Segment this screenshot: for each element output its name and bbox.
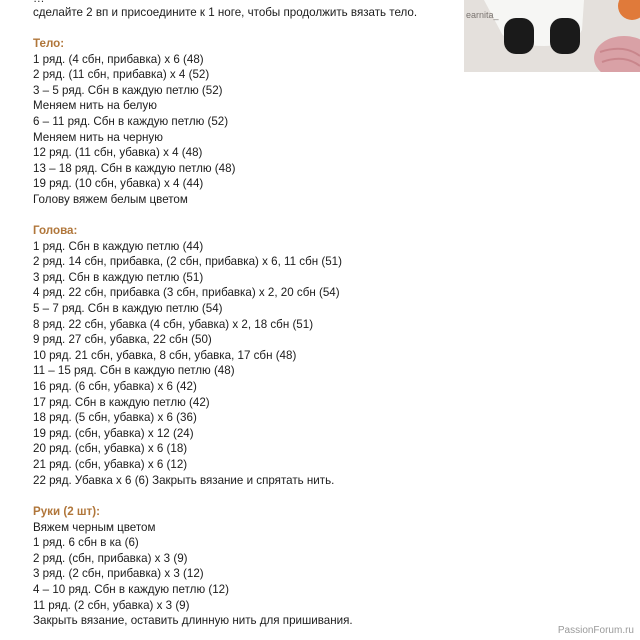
body-rows (33, 52, 235, 208)
section-arms (33, 504, 353, 629)
intro-text: сделайте 2 вп и присоедините к 1 ноге, чтобы продолжить вязать тело. (33, 6, 418, 19)
list-item: 17 ряд. Сбн в каждую петлю (42) (33, 395, 210, 409)
list-item: 16 ряд. (6 сбн, убавка) х 6 (42) (33, 379, 197, 393)
arms-rows (33, 520, 353, 629)
list-item: 8 ряд. 22 сбн, убавка (4 сбн, убавка) х 2, 18 сбн (51) (33, 317, 314, 331)
list-item: 11 ряд. (2 сбн, убавка) х 3 (9) (33, 598, 190, 612)
section-title: Тело: (33, 37, 65, 50)
list-item: 3 ряд. Сбн в каждую петлю (51) (33, 270, 204, 284)
list-item: 20 ряд. (сбн, убавка) х 6 (18) (33, 442, 188, 456)
photo (464, 0, 640, 72)
list-item: Голову вяжем белым цветом (33, 192, 188, 206)
list-item: 2 ряд. (11 сбн, прибавка) х 4 (52) (33, 68, 210, 82)
list-item: 19 ряд. (10 сбн, убавка) х 4 (44) (33, 177, 204, 191)
list-item: 2 ряд. 14 сбн, прибавка, (2 сбн, прибавка) х 6, 11 сбн (51) (33, 255, 342, 269)
list-item: 1 ряд. 6 сбн в ка (6) (33, 536, 139, 550)
list-item: Меняем нить на черную (33, 130, 163, 144)
section-head (33, 223, 342, 488)
list-item: 4 ряд. 22 сбн, прибавка (3 сбн, прибавка) х 2, 20 сбн (54) (33, 286, 340, 300)
list-item: 1 ряд. Сбн в каждую петлю (44) (33, 239, 204, 253)
list-item: 5 – 7 ряд. Сбн в каждую петлю (54) (33, 301, 223, 315)
list-item: 10 ряд. 21 сбн, убавка, 8 сбн, убавка, 17 сбн (48) (33, 348, 297, 362)
list-item: Меняем нить на белую (33, 99, 157, 113)
list-item: 1 ряд. (4 сбн, прибавка) х 6 (48) (33, 52, 204, 66)
photo-handle: earnita_ (466, 10, 499, 20)
list-item: Закрыть вязание, оставить длинную нить для пришивания. (33, 614, 353, 628)
list-item: 22 ряд. Убавка х 6 (6) Закрыть вязание и спрятать нить. (33, 473, 335, 487)
list-item: 19 ряд. (сбн, убавка) х 12 (24) (33, 426, 194, 440)
list-item: 18 ряд. (5 сбн, убавка) х 6 (36) (33, 411, 197, 425)
list-item: 6 – 11 ряд. Сбн в каждую петлю (52) (33, 114, 229, 128)
list-item: 2 ряд. (сбн, прибавка) х 3 (9) (33, 551, 188, 565)
list-item: 12 ряд. (11 сбн, убавка) х 4 (48) (33, 146, 203, 160)
section-body (33, 36, 235, 208)
list-item: 11 – 15 ряд. Сбн в каждую петлю (48) (33, 364, 235, 378)
section-title: Руки (2 шт): (33, 505, 100, 518)
list-item: 3 – 5 ряд. Сбн в каждую петлю (52) (33, 83, 223, 97)
list-item: 3 ряд. (2 сбн, прибавка) х 3 (12) (33, 567, 204, 581)
list-item: 9 ряд. 27 сбн, убавка, 22 сбн (50) (33, 333, 212, 347)
list-item: Вяжем черным цветом (33, 520, 156, 534)
list-item: 21 ряд. (сбн, убавка) х 6 (12) (33, 457, 188, 471)
watermark: PassionForum.ru (557, 625, 634, 636)
section-title: Голова: (33, 224, 78, 237)
list-item: 4 – 10 ряд. Сбн в каждую петлю (12) (33, 582, 229, 596)
head-rows (33, 239, 342, 489)
list-item: 13 – 18 ряд. Сбн в каждую петлю (48) (33, 161, 236, 175)
